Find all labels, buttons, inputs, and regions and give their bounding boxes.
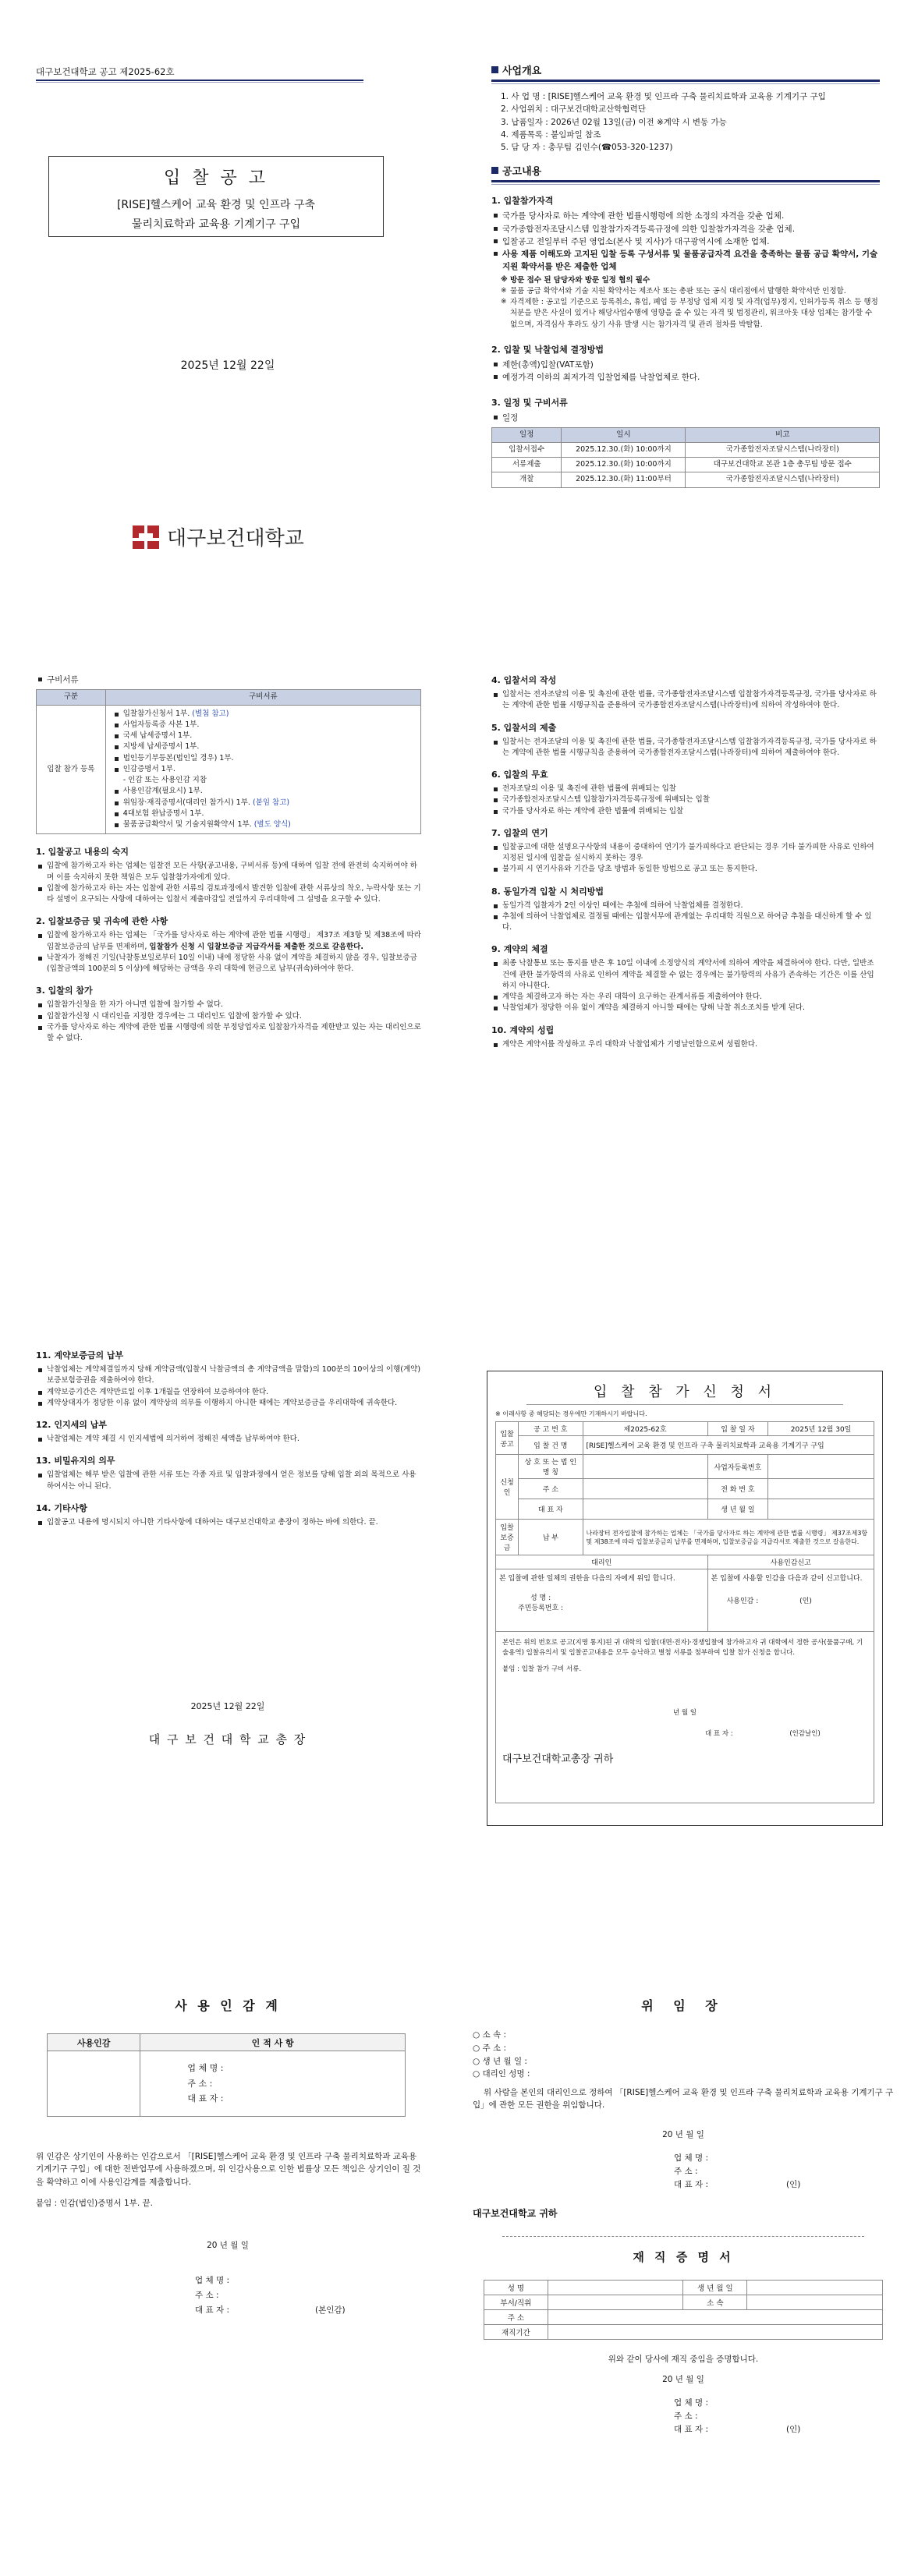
signer: 대 구 보 건 대 학 교 총 장 (148, 1732, 307, 1746)
heading: 1. 입찰참가자격 (491, 196, 554, 207)
addressee: 대구보건대학교 귀하 (473, 2208, 558, 2219)
page-overview (456, 0, 911, 644)
logo-text: 대구보건대학교 (167, 527, 304, 550)
list-item: 불가피 시 연기사유와 기간을 당초 방법과 동일한 방법으로 공고 또는 통지한다. (491, 864, 880, 875)
list-item: 인감증명서 1부. (112, 764, 414, 775)
application-form (487, 1371, 883, 1826)
form-field[interactable] (548, 2281, 683, 2295)
schedule-table (491, 427, 880, 488)
signature-block: 업 체 명 : 주 소 : 대 표 자 : (인) (674, 2153, 801, 2189)
table-row: 개찰 2025.12.30.(화) 11:00부터 국가종합전자조달시스템(나라장터) (492, 472, 880, 487)
table-header: 일시 (562, 427, 686, 442)
form-field[interactable] (747, 2295, 883, 2310)
list-item: 낙찰업체가 정당한 이유 없이 계약을 체결하지 아니할 때에는 당해 낙찰 취소조치를 받게 된다. (491, 1003, 880, 1014)
note-item: ※ 방문 접수 된 담당자와 방문 일정 협의 필수 (491, 275, 880, 286)
page-cover (0, 0, 456, 644)
table-row: 입찰 참가 등록 입찰참가신청서 1부. (별첨 참고) 사업자등록증 사본 1부. 국세 납세증명서 1부. 지방세 납세증명서 1부. 법인등기부등본(법인일 경우) 1부. 인감증명서 1부. - 인감 또는 사용인감 지참 사용인감계(필요시) 1부. 위임장·재직증명서(대리인 참가시) 1부. (붙임 참고) 4대보험 완납증명서 1부. 물품공급확약서 및 기술지원확약서 1부. (별도 양식) (37, 705, 421, 834)
heading: 1. 입찰공고 내용의 숙지 (36, 847, 129, 858)
heading: 2. 입찰 및 낙찰업체 결정방법 (491, 344, 604, 355)
table-header: 비고 (686, 427, 880, 442)
list-item: 2. 사업위치 : 대구보건대학교산학협력단 (501, 104, 646, 115)
list-item: 계약은 계약서를 작성하고 우리 대학과 낙찰업체가 기명날인함으로써 성립한다. (491, 1039, 880, 1050)
form-field[interactable] (747, 2281, 883, 2295)
publish-date: 2025년 12월 22일 (180, 359, 275, 372)
note-item: ※ 물품 공급 확약서와 기술 지원 확약서는 제조사 또는 총판 또는 공식 대리점에서 발행한 확약서만 인정함. (491, 286, 880, 297)
square-bullet-icon (491, 66, 498, 73)
subtitle: [RISE]헬스케어 교육 환경 및 인프라 구축 (116, 199, 316, 211)
form-title: 사 용 인 감 계 (175, 1998, 281, 2013)
list-item: 국가를 당사자로 하는 계약에 관한 법률시행령에 의한 소정의 자격을 갖춘 업체. (491, 210, 880, 222)
note-item: ※ 자격제한 : 공고일 기준으로 등록취소, 휴업, 폐업 등 부정당 업체 지정 및 자격(업무)정지, 인허가등록 취소 등 행정처분을 받은 사실이 있거나 해당사업수행에 영향을 줄 수 있는 자격 및 법정관리, 워크아웃 대상 업체는 참가할 수 없으며, 자격심사 후라도 상기 사유 발생 시는 참가자격 및 관리 절차를 박탈함. (491, 297, 880, 331)
form-field[interactable] (548, 2295, 683, 2310)
page-application-form (456, 1288, 911, 1932)
list-item: 사업자등록증 사본 1부. (112, 720, 414, 731)
page-terms-2 (0, 1288, 456, 1932)
list-item: 예정가격 이하의 최저가격 입찰업체를 낙찰업체로 한다. (491, 371, 880, 384)
heading: 8. 동일가격 입찰 시 처리방법 (491, 886, 604, 897)
body-text: 위와 같이 당사에 재직 중임을 증명합니다. (608, 2355, 759, 2364)
list-item: 계약상대자가 정당한 이유 없이 계약상의 의무를 이행하지 아니한 때에는 계약보증금을 우리대학에 귀속한다. (36, 1398, 421, 1409)
list-item: 입찰서는 전자조달의 이용 및 촉진에 관한 법률, 국가종합전자조달시스템 입찰참가자격등록규정, 국가를 당사자로 하는 계약에 관한 법률 시행규칙을 준용하여 국가종합전자조달시스템(나라장터)에 의하여 제출하여야 한다. (491, 737, 880, 759)
logo-icon (131, 524, 161, 550)
list-item: 입찰업체는 해부 받은 입찰에 관한 서류 또는 각종 자료 및 입찰과정에서 얻은 정보를 당해 입찰 외의 목적으로 사용하여서는 아니 된다. (36, 1470, 421, 1492)
form-title: 입 찰 참 가 신 청 서 (593, 1384, 777, 1400)
list-item: 4. 제품목록 : 붙임파일 참조 (501, 129, 601, 140)
heading: 13. 비밀유지의 의무 (36, 1456, 115, 1467)
list-item: 1. 사 업 명 : [RISE]헬스케어 교육 환경 및 인프라 구축 물리치료학과 교육용 기계기구 구입 (501, 92, 826, 101)
table-header: 구비서류 (105, 690, 420, 705)
title-box (48, 156, 384, 237)
list-item: 입찰공고 내용에 명시되지 아니한 기타사항에 대하여는 대구보건대학교 총장이 정하는 바에 의한다. 끝. (36, 1517, 421, 1528)
list-item: 낙찰자가 정해진 기일(낙찰통보일로부터 10일 이내) 내에 정당한 사유 없이 계약을 체결하지 않을 경우, 입찰보증금(입찰금액의 100분의 5 이상)에 해당하는 금액을 우리 대학에 현금으로 납부(귀속)하여야 한다. (36, 953, 421, 975)
list-item: 4대보험 완납증명서 1부. (112, 809, 414, 819)
date-line: 20 년 월 일 (207, 2241, 249, 2250)
employment-table: 성 명 생 년 월 일 부서/직위 소 속 주 소 재직기간 (484, 2280, 883, 2340)
heading: 7. 입찰의 연기 (491, 827, 548, 838)
list-item: 동일가격 입찰자가 2인 이상인 때에는 추첨에 의하여 낙찰업체를 결정한다. (491, 901, 880, 911)
page-docs (0, 644, 456, 1288)
signature-block: 업 체 명 : 주 소 : 대 표 자 : (본인감) (195, 2276, 346, 2315)
date-line: 20 년 월 일 (662, 2130, 704, 2139)
section-heading: 사업개요 (491, 62, 880, 77)
list-item: 입찰서는 전자조달의 이용 및 촉진에 관한 법률, 국가종합전자조달시스템 입찰참가자격등록규정, 국가를 당사자로 하는 계약에 관한 법률 시행규칙을 준용하여 국가종합전자조달시스템(나라장터)에 의하여 작성하여야 한다. (491, 689, 880, 712)
table-row: 서류제출 2025.12.30.(화) 10:00까지 대구보건대학교 본관 1층 총무팀 방문 접수 (492, 458, 880, 472)
form-field[interactable] (768, 1455, 874, 1479)
label: 일정 (491, 412, 880, 424)
seal-table: 사용인감 인 적 사 항 업 체 명 : 주 소 : 대 표 자 : (47, 2033, 406, 2117)
heading: 6. 입찰의 무효 (491, 770, 548, 780)
heading: 10. 계약의 성립 (491, 1024, 555, 1035)
list-item: 국가를 당사자로 하는 계약에 관한 법률 시행령에 의한 부정당업자로 입찰참가자격을 제한받고 있는 자는 대리인으로 할 수 없다. (36, 1022, 421, 1045)
list-item: 사용 제품 이해도와 고지된 입찰 등록 구성서류 및 물품공급자격 요건을 충족하는 물품 공급 확약서, 기술 지원 확약서를 받은 제출한 업체 (491, 248, 880, 274)
page-terms (456, 644, 911, 1288)
seal-box[interactable] (48, 2051, 140, 2117)
heading: 2. 입찰보증금 및 귀속에 관한 사항 (36, 916, 168, 927)
form-title: 위 임 장 (641, 1998, 725, 2013)
page-seal-declaration (0, 1932, 456, 2576)
list-item: 최종 낙찰통보 또는 통지를 받은 후 10일 이내에 소정양식의 계약서에 의하여 계약을 체결하여야 한다. 다만, 일반조건에 관한 불가항력의 사유로 인하여 계약을 체결할 수 없는 경우에는 불가항력의 사유가 존속하는 기간은 이를 산입하지 아니한다. (491, 958, 880, 992)
attachment-note: 붙임 : 인감(법인)증명서 1부. 끝. (36, 2199, 154, 2208)
divider (491, 80, 880, 82)
list-item: 입찰참가신청서 1부. (별첨 참고) (112, 709, 414, 720)
list-item: 입찰에 참가하고자 하는 업체는 입찰전 모든 사항(공고내용, 구비서류 등)에 대하여 입찰 전에 완전히 숙지하여야 하며 이를 숙지하지 못한 책임은 모두 입찰참가자에게 있다. (36, 861, 421, 883)
list-item: 입찰에 참가하고자 하는 업체는 「국가를 당사자로 하는 계약에 관한 법률 시행령」 제37조 제3항 및 제38조에 따라 입찰보증금의 납부를 면제하며, 입찰참가 신청 시 입찰보증금 지급각서를 제출한 것으로 갈음한다. (36, 930, 421, 953)
table-header: 구분 (37, 690, 106, 705)
list-item: 입찰참가신청을 한 자가 아니면 입찰에 참가할 수 없다. (36, 1000, 421, 1010)
heading: 4. 입찰서의 작성 (491, 675, 557, 685)
list-item: 5. 담 당 자 : 총무팀 김인수(☎053-320-1237) (501, 143, 673, 153)
list-item: 지방세 납세증명서 1부. (112, 741, 414, 752)
list-item: 계약을 체결하고자 하는 자는 우리 대학이 요구하는 관계서류를 제출하여야 한다. (491, 992, 880, 1003)
heading: 5. 입찰서의 제출 (491, 722, 557, 733)
overview-list (501, 90, 880, 154)
divider (502, 2236, 864, 2237)
divider (36, 82, 363, 83)
form-field[interactable] (583, 1499, 707, 1520)
list-item: 사용인감계(필요시) 1부. (112, 786, 414, 797)
list-item: 추첨에 의하여 낙찰업체로 결정될 때에는 입찰서무에 관계없는 우리대학 직원으로 하여금 추첨을 대신하게 할 수 있다. (491, 911, 880, 934)
heading: 9. 계약의 체결 (491, 944, 548, 955)
table-row: 입찰서접수 2025.12.30.(화) 10:00까지 국가종합전자조달시스템(나라장터) (492, 442, 880, 457)
form-field[interactable] (768, 1479, 874, 1499)
list-item: 위임장·재직증명서(대리인 참가시) 1부. (붙임 참고) (112, 798, 414, 809)
table-header: 일정 (492, 427, 562, 442)
form-note: ※ 이래사항 중 해당되는 경우에만 기재하시기 바랍니다. (495, 1410, 647, 1417)
list-item: 계약보증기간은 계약만료일 이후 1개월을 연장하여 보증하여야 한다. (36, 1387, 421, 1398)
list-item: 전자조달의 이용 및 촉진에 관한 법률에 위배되는 입찰 (491, 784, 880, 794)
list-item: 국가종합전자조달시스템 입찰참가자격등록규정에 의한 입찰참가자격을 갖춘 업체. (491, 223, 880, 235)
list-item: 물품공급확약서 및 기술지원확약서 1부. (별도 양식) (112, 819, 414, 830)
list-item: 입찰참가신청 시 대리인을 지정한 경우에는 그 대리인도 입찰에 참가할 수 있다. (36, 1011, 421, 1022)
list-item: 낙찰업체는 계약체결일까지 당해 계약금액(입찰시 낙찰금액의 총 계약금액을 말함)의 100분의 10이상의 이행(계약)보증보험증권을 제출하여야 한다. (36, 1364, 421, 1387)
square-bullet-icon (491, 167, 498, 174)
list-item: 국세 납세증명서 1부. (112, 731, 414, 741)
list-item: 낙찰업체는 계약 체결 시 인지세법에 의거하여 정해진 세액을 납부하여야 한다. (36, 1434, 421, 1445)
form-field[interactable] (548, 2325, 882, 2340)
page-title: 입 찰 공 고 (164, 168, 268, 188)
list-item: 국가를 당사자로 하는 계약에 관한 법률에 위배되는 입찰 (491, 806, 880, 817)
notice-number: 대구보건대학교 공고 제2025-62호 (36, 66, 175, 77)
form-field[interactable] (548, 2310, 882, 2325)
form-field[interactable] (768, 1499, 874, 1520)
label: 구비서류 (36, 674, 421, 686)
list-item: 제한(총액)입찰(VAT포함) (491, 359, 880, 371)
signature-block: 업 체 명 : 주 소 : 대 표 자 : (인) (674, 2398, 801, 2434)
form-addressee: 대구보건대학교총장 귀하 (502, 1753, 614, 1765)
page-power-of-attorney (456, 1932, 911, 2576)
heading: 3. 입찰의 참가 (36, 985, 93, 996)
subtitle: 물리치료학과 교육용 기계기구 구입 (131, 218, 301, 231)
docs-table (36, 689, 421, 834)
date-line: 20 년 월 일 (662, 2375, 704, 2384)
list-item: 법인등기부등본(법인일 경우) 1부. (112, 753, 414, 764)
university-logo (131, 522, 304, 551)
form-table: 입찰공고 공 고 번 호 제2025-62호 입 찰 일 자 2025년 12월 30일 입 찰 건 명 [RISE]헬스케어 교육 환경 및 인프라 구축 물리치료학과 교육용 기계기구 구입 신청인 상 호 또 는 법 인 명 칭 사업자등록번호 주 소 전 화 번 호 대 표 자 생 년 월 일 입찰보증금 납 부 나라장터 전자입찰에 참가하는 업체는 「국가를 당사자로 하는 계약에 관한 법률 시행령」 제37조제3항 및 제38조에 따라 입찰보증금의 납부를 면제하며, 입찰보증금을 지급각서로 제출한 것으로 갈음한다. 대리인 사용인감신고 본 입찰에 관한 일체의 권한을 다음의 자에게 위임 합니다. 성 명 : 주민등록번호 : 본 입찰에 사용할 인감을 다음과 같이 신고합니다. 사용인감 : (인) 본인은 위의 번호로 공고(지명 통지)된 귀 대학의 입찰(대면·전자)·경쟁입찰에 참가하고자 귀 대학에서 정한 공사(물품구매, 기술용역) 입찰유의서 및 입찰공고내용을 모두 승낙하고 별첨 서류를 첨부하여 입찰 참가 신청을 합니다. 붙임 : 입찰 참가 구비 서류. 년 월 일 대 표 자 : (인감날인) 대구보건대학교총장 귀하 (495, 1421, 874, 1803)
heading: 3. 일정 및 구비서류 (491, 398, 568, 409)
form-field[interactable] (583, 1479, 707, 1499)
list-item: 3. 납품일자 : 2026년 02월 13일(금) 이전 ※계약 시 변동 가능 (501, 117, 727, 127)
list-item: 입찰공고에 대한 설명요구사항의 내용이 중대하여 연기가 불가피하다고 판단되는 경우 기타 불가피한 사유로 인하여 지정된 일시에 입찰을 실시하지 못하는 경우 (491, 842, 880, 865)
list-item: 국가종합전자조달시스템 입찰참가자격등록규정에 위배되는 입찰 (491, 794, 880, 805)
section-heading: 공고내용 (491, 163, 880, 178)
notice-date: 2025년 12월 22일 (190, 1701, 265, 1711)
list-item: 입찰에 참가하고자 하는 자는 입찰에 관한 서류의 검토과정에서 발견한 입찰에 관한 서류상의 착오, 누락사항 또는 기타 설명이 요구되는 사항에 대하여는 입찰서 제출마감일 전일까지 우리대학에 그 설명을 요구할 수 있다. (36, 883, 421, 906)
heading: 11. 계약보증금의 납부 (36, 1350, 124, 1361)
list-item: - 인감 또는 사용인감 지참 (122, 776, 207, 785)
heading: 12. 인지세의 납부 (36, 1420, 107, 1430)
body-text: 위 인감은 상기인이 사용하는 인감으로서 「[RISE]헬스케어 교육 환경 및 인프라 구축 물리치료학과 교육용 기계기구 구입」에 대한 전반업무에 사용하겠으며, 위 인감사용으로 인한 법률상 모든 책임은 상기인이 질 것을 확약하고 이에 사용인감계를 제출합니다. (36, 2152, 421, 2187)
divider (36, 80, 363, 81)
form-title: 재 직 증 명 서 (633, 2250, 734, 2264)
list-item: 입찰공고 전일부터 주된 영업소(본사 및 지사)가 대구광역시에 소재한 업체. (491, 235, 880, 248)
body-text: 위 사람을 본인의 대리인으로 정하여 「[RISE]헬스케어 교육 환경 및 인프라 구축 물리치료학과 교육용 기계기구 구입」에 관한 모든 권한을 위임합니다. (473, 2088, 894, 2111)
heading: 14. 기타사항 (36, 1502, 87, 1513)
attorney-fields: ○ 소 속 : ○ 주 소 : ○ 생 년 월 일 : ○ 대리인 성명 : (473, 2030, 530, 2079)
